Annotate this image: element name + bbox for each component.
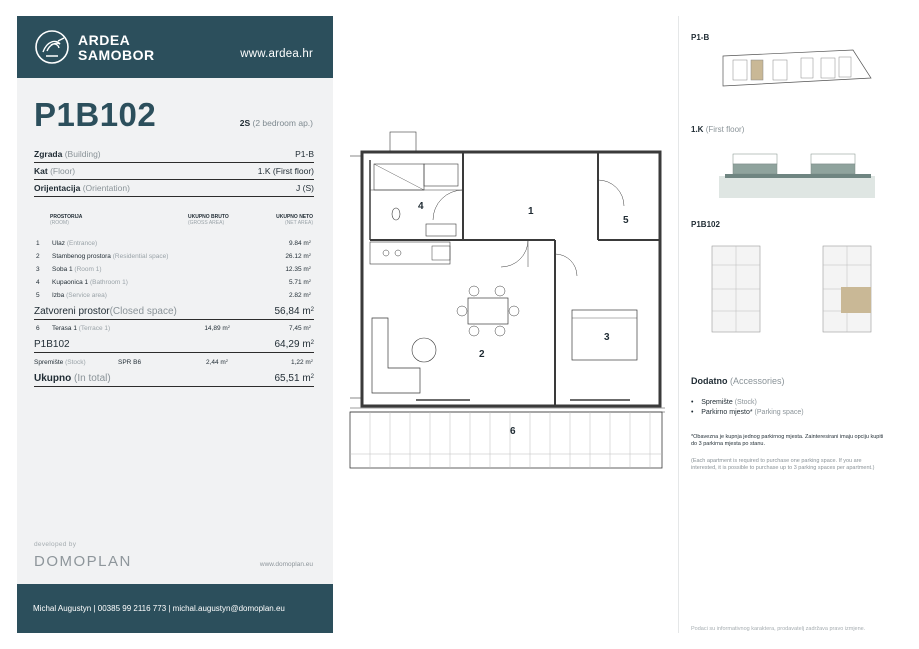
brand-line-1: ARDEA <box>78 32 131 48</box>
room-label-6: 6 <box>510 426 516 437</box>
info-label: Zgrada <box>34 149 63 159</box>
room-net-area <box>285 264 311 276</box>
apartment-type <box>240 118 313 128</box>
room-net-area <box>289 277 311 289</box>
developer-logo: DOMOPLAN <box>34 553 132 570</box>
storage-name-hr: Spremište <box>34 359 64 366</box>
unit-sup: 2 <box>308 239 311 244</box>
room-name <box>52 290 107 302</box>
column-header-room-en: (ROOM) <box>50 220 69 226</box>
room-number: 6 <box>36 325 40 332</box>
developer-label: developed by <box>34 541 77 548</box>
room-name <box>52 238 97 250</box>
room-number: 2 <box>36 253 40 260</box>
unit-sup: 2 <box>310 374 314 380</box>
info-label-en: (Orientation) <box>82 183 130 193</box>
room-name <box>52 277 128 289</box>
total-area <box>275 372 315 386</box>
floor-label-code: 1.K <box>691 125 704 134</box>
terrace-tiles <box>350 412 662 468</box>
unit-m: m <box>302 339 311 350</box>
accessory-item: • Parkirno mjesto* (Parking space) <box>691 409 804 416</box>
contact-footer: Michal Augustyn | 00385 99 2116 773 | michal.augustyn@domoplan.eu <box>17 584 333 633</box>
total-label: Ukupno <box>34 373 72 384</box>
accessories-heading-en: (Accessories) <box>730 376 785 386</box>
closed-space-value: 56,84 <box>274 306 300 317</box>
room-name-hr: Ulaz <box>52 240 66 247</box>
unit-sup: 2 <box>308 324 311 329</box>
storage-net-value: 1,22 <box>290 359 304 366</box>
unit-m: m <box>303 253 309 260</box>
column-header-net-label: UKUPNO NETO <box>276 214 313 220</box>
room-net-area <box>285 251 311 263</box>
info-row-floor <box>34 163 314 180</box>
column-header-gross-en: (GROSS AREA) <box>188 220 225 226</box>
unit-m: m <box>302 306 311 317</box>
column-header-gross-label: UKUPNO BRUTO <box>188 214 229 220</box>
room-number: 3 <box>36 266 40 273</box>
column-header-room <box>50 214 82 226</box>
room-net-value: 2.82 <box>288 292 302 299</box>
floor-plan <box>340 128 670 478</box>
room-net-area <box>289 238 311 250</box>
floor-key-plan-left <box>711 245 761 333</box>
room-net-value: 5.71 <box>288 279 302 286</box>
unit-sup: 2 <box>310 307 314 313</box>
room-name-hr: Stambenog prostora <box>52 253 111 260</box>
parking-note-en: (Each apartment is required to purchase one parking space. If you are interested, it is possible to purchase up to 3 parking spaces per apartment.) <box>691 458 875 471</box>
developer-website-link[interactable]: www.domoplan.eu <box>259 561 313 568</box>
subtotal-value: 64,29 <box>274 339 300 350</box>
room-name-en: (Residential space) <box>112 253 169 260</box>
room-name-en: (Room 1) <box>74 266 102 273</box>
brand-header <box>17 16 333 78</box>
room-name-en: (Terrace 1) <box>78 325 111 332</box>
room-label-4: 4 <box>418 201 424 212</box>
room-net-value: 9.84 <box>288 240 302 247</box>
unit-location-label <box>691 220 720 229</box>
info-label-en: (Building) <box>64 149 101 159</box>
brand-line-2: SAMOBOR <box>78 47 155 63</box>
info-value: P1-B <box>295 149 314 159</box>
room-row <box>36 277 314 289</box>
accessory-name-en: (Stock) <box>734 399 757 406</box>
terrace-gross-area <box>204 323 230 335</box>
room-name <box>52 323 110 335</box>
divider-line <box>678 16 679 633</box>
room-row <box>36 251 314 263</box>
building-label <box>691 33 709 42</box>
accessory-name-en: (Parking space) <box>754 409 804 416</box>
room-row <box>36 238 314 250</box>
room-net-value: 26.12 <box>285 253 302 260</box>
room-row <box>36 290 314 302</box>
column-header-gross <box>188 214 229 226</box>
floor-key-plan-right <box>822 245 872 333</box>
floor-label <box>691 125 744 134</box>
unit-sup: 2 <box>225 358 228 363</box>
disclaimer: Podaci su informativnog karaktera, prodavatelj zadržava pravo izmjene. <box>691 626 866 632</box>
heron-logo-icon <box>34 29 70 65</box>
info-label: Kat <box>34 166 48 176</box>
parking-note: *Obavezna je kupnja jednog parkirnog mjesta. Zainteresirani imaju opciju kupiti do 3 parkirna mjesta po stanu. <box>691 434 884 447</box>
storage-name <box>34 357 86 369</box>
accessories-heading-text: Dodatno <box>691 376 728 386</box>
unit-m: m <box>302 373 311 384</box>
room-number: 5 <box>36 292 40 299</box>
apartment-type-en: (2 bedroom ap.) <box>252 118 313 128</box>
storage-code: SPR B6 <box>118 359 142 366</box>
room-label-3: 3 <box>604 332 610 343</box>
room-name-hr: Soba 1 <box>52 266 73 273</box>
storage-row <box>34 357 314 369</box>
subtotal-area <box>275 338 315 352</box>
website-link[interactable]: www.ardea.hr <box>240 48 313 60</box>
room-label-2: 2 <box>479 349 485 360</box>
total-value: 65,51 <box>274 373 300 384</box>
room-name-hr: Izba <box>52 292 65 299</box>
unit-sup: 2 <box>308 252 311 257</box>
unit-sup: 2 <box>310 358 313 363</box>
storage-gross-area <box>206 357 228 369</box>
info-row-orientation <box>34 180 314 197</box>
room-name-hr: Kupaonica 1 <box>52 279 89 286</box>
accessory-name: Parkirno mjesto* <box>701 409 753 416</box>
total-label-en: (In total) <box>74 373 111 384</box>
room-label-1: 1 <box>528 206 534 217</box>
closed-space-area <box>275 305 315 319</box>
building-site-thumbnail <box>721 48 875 90</box>
unit-location-label-text: P1B102 <box>691 220 720 229</box>
room-name <box>52 264 102 276</box>
unit-m: m <box>303 325 309 332</box>
storage-gross-value: 2,44 <box>205 359 219 366</box>
terrace-row <box>36 323 314 335</box>
subtotal-row <box>34 338 314 353</box>
terrace-net-value: 7,45 <box>288 325 302 332</box>
storage-net-area <box>291 357 313 369</box>
room-net-area <box>289 290 311 302</box>
closed-space-en: (Closed space) <box>109 306 177 317</box>
info-value: J (S) <box>296 183 314 193</box>
room-name <box>52 251 168 263</box>
column-header-net-en: (NET AREA) <box>285 220 313 226</box>
room-name-en: (Bathroom 1) <box>89 279 128 286</box>
accessory-name: Spremište <box>701 399 733 406</box>
unit-m: m <box>220 359 226 366</box>
unit-m: m <box>222 325 228 332</box>
unit-sup: 2 <box>308 278 311 283</box>
unit-info-panel <box>17 16 333 633</box>
closed-space-row <box>34 305 314 320</box>
unit-sup: 2 <box>310 340 314 346</box>
floor-plan-drawing <box>340 128 670 478</box>
unit-m: m <box>305 359 311 366</box>
unit-highlight <box>841 287 871 313</box>
closed-space-label: Zatvoreni prostor <box>34 306 110 317</box>
building-highlight <box>751 60 763 80</box>
accessory-item: • Spremište (Stock) <box>691 399 757 406</box>
room-name-en: (Entrance) <box>66 240 98 247</box>
unit-sup: 2 <box>308 291 311 296</box>
floor-label-en: (First floor) <box>705 125 745 134</box>
room-name-en: (Service area) <box>66 292 107 299</box>
accessories-heading <box>691 376 785 386</box>
info-value: 1.K (First floor) <box>257 166 314 176</box>
room-label-5: 5 <box>623 215 629 226</box>
building-label-text: P1-B <box>691 33 710 42</box>
apartment-type-code: 2S <box>239 118 251 128</box>
unit-code: P1B102 <box>34 96 157 133</box>
total-row <box>34 372 314 387</box>
info-label-en: (Floor) <box>50 166 76 176</box>
floor-section-thumbnail <box>719 150 875 200</box>
info-row-building <box>34 146 314 163</box>
info-label: Orijentacija <box>34 183 81 193</box>
terrace-net-area <box>289 323 311 335</box>
unit-m: m <box>303 279 309 286</box>
room-number: 4 <box>36 279 40 286</box>
room-row <box>36 264 314 276</box>
unit-m: m <box>303 240 309 247</box>
unit-sup: 2 <box>308 265 311 270</box>
storage-name-en: (Stock) <box>65 359 86 366</box>
terrace-gross-value: 14,89 <box>204 325 221 332</box>
column-header-net <box>276 214 313 226</box>
unit-sup: 2 <box>227 324 230 329</box>
column-header-room-label: PROSTORIJA <box>50 214 83 220</box>
unit-m: m <box>303 292 309 299</box>
room-name-hr: Terasa 1 <box>52 325 77 332</box>
brand-name <box>78 33 155 63</box>
subtotal-label: P1B102 <box>34 339 70 350</box>
room-net-value: 12.35 <box>285 266 302 273</box>
unit-m: m <box>303 266 309 273</box>
room-number: 1 <box>36 240 40 247</box>
